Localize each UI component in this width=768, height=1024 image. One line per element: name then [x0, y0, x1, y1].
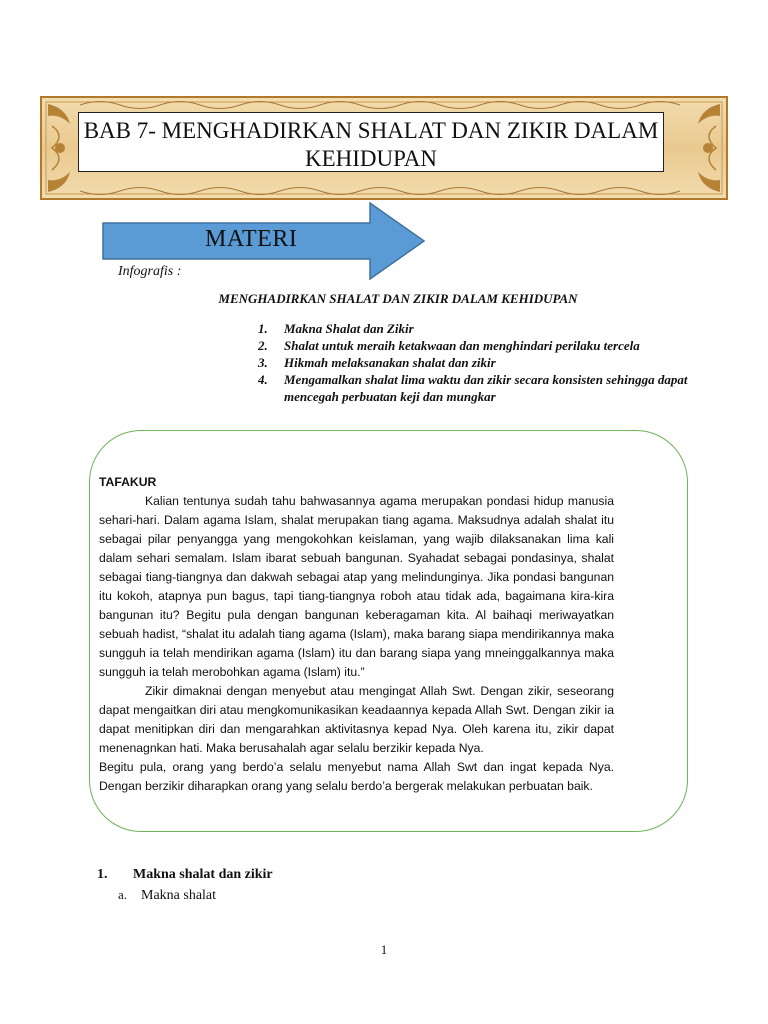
chapter-title-line2: KEHIDUPAN	[304, 146, 438, 171]
tafakur-content	[99, 473, 614, 796]
chapter-title-line1: BAB 7- MENGHADIRKAN SHALAT DAN ZIKIR DALAM	[83, 118, 659, 143]
infografis-subtitle: MENGHADIRKAN SHALAT DAN ZIKIR DALAM KEHIDUPAN	[218, 291, 578, 306]
tafakur-paragraph: Kalian tentunya sudah tahu bahwasannya agama merupakan pondasi hidup manusia sehari-hari. Dalam agama Islam, shalat merupakan tiang agama. Maksudnya adalah shalat itu sebagai pilar penyangga yang mengokohkan keislaman, yang wajib dilaksanakan lima kali dalam sehari semalam. Islam ibarat sebuah bangunan. Syahadat sebagai pondasinya, shalat sebagai tiang-tiangnya dan dakwah sebagai atap yang melindunginya. Jika pondasi bangunan itu kokoh, atapnya pun bagus, tapi tiang-tiangnya roboh atau tidak ada, bagaimana kira-kira bangunan itu? Begitu pula dengan bangunan keberagaman kita. Al baihaqi meriwayatkan sebuah hadist, “shalat itu adalah tiang agama (Islam), maka barang siapa mendirikannya maka sungguh ia telah mendirikan agama (Islam) itu dan barang siapa yang mneinggalkannya maka sungguh ia telah merobohkan agama (Islam) itu.”	[99, 494, 614, 679]
tafakur-paragraph: Begitu pula, orang yang berdo’a selalu menyebut nama Allah Swt dan ingat kepada Nya. Dengan berzikir diharapkan orang yang selalu berdo’a bergerak melakukan perbuatan baik.	[99, 760, 614, 793]
infografis-label: Infografis :	[118, 264, 182, 279]
page-number: 1	[380, 942, 388, 957]
list-item: 2. Shalat untuk meraih ketakwaan dan menghindari perilaku tercela	[258, 338, 640, 353]
list-item: 1. Makna Shalat dan Zikir	[258, 321, 414, 336]
topics-list	[258, 320, 698, 405]
section-heading: 1. Makna shalat dan zikir	[97, 867, 273, 882]
materi-label: MATERI	[205, 226, 298, 252]
tafakur-paragraph: Zikir dimaknai dengan menyebut atau mengingat Allah Swt. Dengan zikir, seseorang dapat mengaitkan diri atau mengkomunikasikan keadaannya kepada Allah Swt. Dengan zikir ia dapat menitipkan diri dan mengarahkan aktivitasnya kepad Nya. Oleh karena itu, zikir dapat menenagnkan hati. Maka berusahalah agar selalu berzikir kepada Nya.	[99, 684, 614, 755]
list-item: 3. Hikmah melaksanakan shalat dan zikir	[258, 355, 496, 370]
subsection-heading: a. Makna shalat	[118, 887, 217, 903]
chapter-title	[78, 112, 664, 172]
list-item: 4. Mengamalkan shalat lima waktu dan zikir secara konsisten sehingga dapat mencegah perbuatan keji dan mungkar	[258, 372, 688, 404]
tafakur-heading: TAFAKUR	[99, 475, 157, 489]
